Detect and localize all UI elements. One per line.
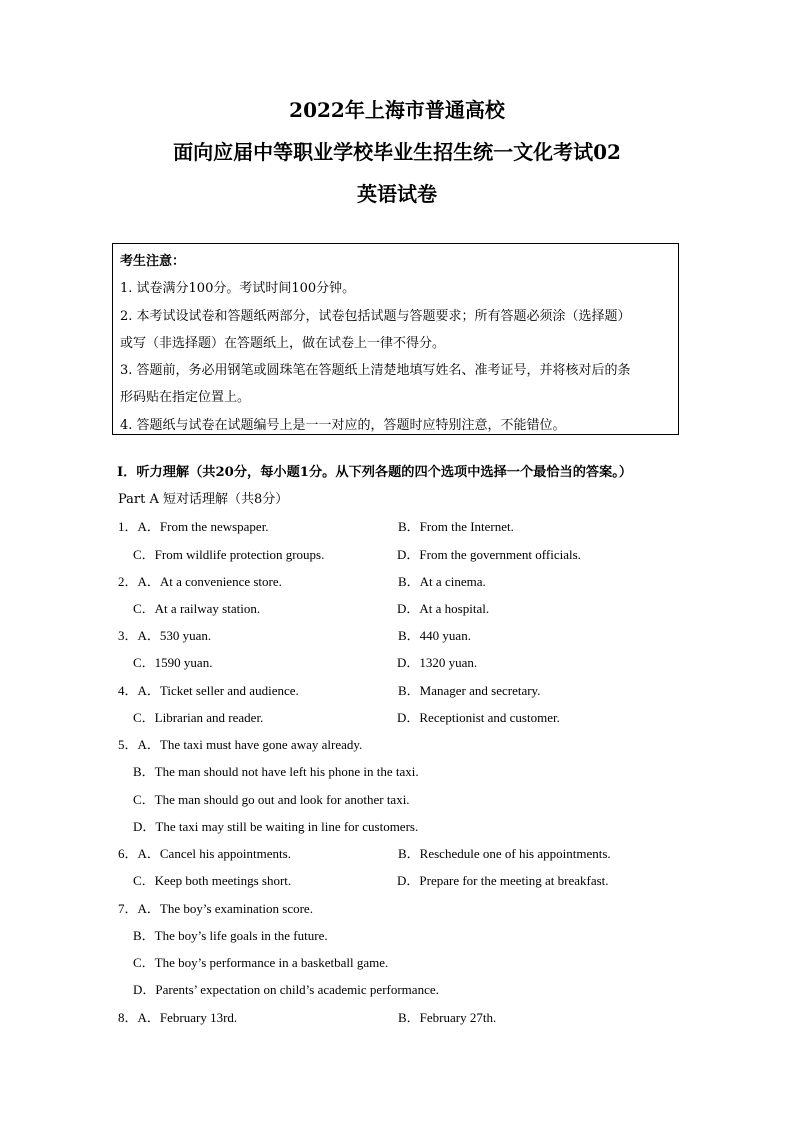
exam-title-line3: 英语试卷 [357,182,437,206]
q6-option-a: 6．A．Cancel his appointments. [118,846,291,861]
notice-item-3: 3. 答题前，务必用钢笔或圆珠笔在答题纸上清楚地填写姓名、准考证号，并将核对后的条 [120,363,631,379]
candidate-notice-box [112,243,679,435]
q7-option-d: D．Parents’ expectation on child’s academic performance. [133,982,439,997]
q5-option-b: B．The man should not have left his phone in the taxi. [133,764,419,779]
q3-option-d: D．1320 yuan. [397,655,478,670]
section-listening-header: Ⅰ．听力理解（共20分，每小题1分。从下列各题的四个选项中选择一个最恰当的答案。） [117,465,633,480]
q8-option-b: B．February 27th. [398,1010,497,1025]
q2-option-c: C．At a railway station. [133,601,261,616]
notice-title: 考生注意： [120,254,186,269]
exam-title-line2: 面向应届中等职业学校毕业生招生统一文化考试02 [173,140,621,164]
q1-option-b: B．From the Internet. [398,519,514,534]
q1-option-a: 1．A．From the newspaper. [118,519,269,534]
q6-option-b: B．Reschedule one of his appointments. [398,846,611,861]
q1-option-c: C．From wildlife protection groups. [133,547,325,562]
q6-option-c: C．Keep both meetings short. [133,873,292,888]
notice-item-2-cont: 或写（非选择题）在答题纸上，做在试卷上一律不得分。 [120,335,446,351]
exam-title-line1: 2022年上海市普通高校 [289,98,505,122]
q1-option-d: D．From the government officials. [397,547,581,562]
q2-option-b: B．At a cinema. [398,574,486,589]
q4-option-a: 4．A．Ticket seller and audience. [118,683,299,698]
q4-option-d: D．Receptionist and customer. [397,710,560,725]
q7-option-b: B．The boy’s life goals in the future. [133,928,328,943]
notice-item-3-cont: 形码贴在指定位置上。 [120,390,251,406]
q8-option-a: 8．A．February 13rd. [118,1010,238,1025]
q2-option-d: D．At a hospital. [397,601,490,616]
q2-option-a: 2．A．At a convenience store. [118,574,282,589]
q7-option-a: 7．A．The boy’s examination score. [118,901,313,916]
notice-item-1: 1. 试卷满分100分。考试时间100分钟。 [120,281,356,297]
q7-option-c: C．The boy’s performance in a basketball game. [133,955,389,970]
q6-option-d: D．Prepare for the meeting at breakfast. [397,873,609,888]
q4-option-b: B．Manager and secretary. [398,683,541,698]
notice-item-2: 2. 本考试设试卷和答题纸两部分，试卷包括试题与答题要求；所有答题必须涂（选择题） [120,308,631,324]
part-a-header: Part A 短对话理解（共8分） [118,492,289,507]
q5-option-c: C．The man should go out and look for another taxi. [133,792,410,807]
q3-option-c: C．1590 yuan. [133,655,213,670]
q5-option-d: D．The taxi may still be waiting in line for customers. [133,819,419,834]
q5-option-a: 5．A．The taxi must have gone away already. [118,737,363,752]
q4-option-c: C．Librarian and reader. [133,710,264,725]
q3-option-a: 3．A．530 yuan. [118,628,212,643]
notice-item-4: 4. 答题纸与试卷在试题编号上是一一对应的，答题时应特别注意，不能错位。 [120,417,566,433]
q3-option-b: B．440 yuan. [398,628,471,643]
